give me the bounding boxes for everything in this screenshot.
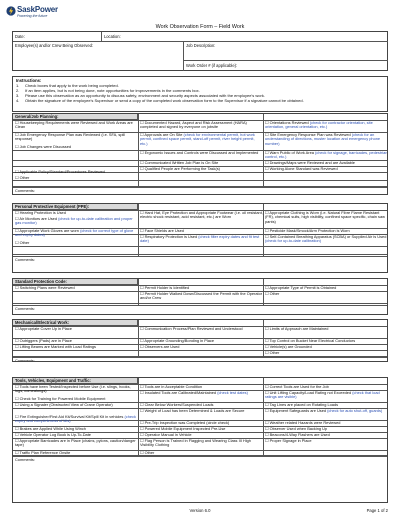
checklist-item-label: Hearing Protection is Used bbox=[19, 210, 66, 215]
checkbox[interactable]: ☐ bbox=[265, 210, 270, 215]
checkbox[interactable]: ☐ bbox=[15, 402, 20, 407]
checklist-item[interactable] bbox=[138, 235, 263, 257]
checklist-item[interactable] bbox=[263, 433, 388, 439]
checklist-item[interactable] bbox=[138, 339, 263, 345]
checklist-item-label: Permit Holder is Identified bbox=[144, 285, 190, 290]
checkbox[interactable]: ☐ bbox=[265, 344, 270, 349]
checklist-item-label: Applicable Policy/Standard/Procedures Reviewed bbox=[19, 169, 105, 174]
checklist-item[interactable] bbox=[263, 161, 388, 167]
checkbox[interactable]: ☐ bbox=[140, 326, 145, 331]
checklist-item-label: Appropriate Grounding/Bonding in Place bbox=[144, 338, 215, 343]
checkbox[interactable]: ☐ bbox=[265, 285, 270, 290]
checklist-item[interactable] bbox=[263, 391, 388, 403]
checklist-item[interactable] bbox=[13, 415, 138, 427]
checkbox[interactable]: ☐ bbox=[140, 166, 145, 171]
checklist-item-label: Fire Extinguisher/First Aid Kit/Survival Kit/Spill Kit in vehicles bbox=[19, 414, 124, 419]
checkbox[interactable]: ☐ bbox=[140, 420, 145, 425]
checklist-item[interactable] bbox=[138, 133, 263, 151]
section-general-job-planning bbox=[12, 113, 388, 195]
checklist-item[interactable] bbox=[13, 145, 138, 170]
checklist-item[interactable] bbox=[13, 339, 138, 345]
checklist-item-note: (check that load ratings are visible) bbox=[265, 390, 380, 400]
section-personal-protective-equipment-ppe bbox=[12, 203, 388, 273]
checklist-item-label: Qualified People are Performing the Task(s) bbox=[144, 166, 220, 171]
checklist-item[interactable] bbox=[263, 403, 388, 409]
checklist-item-label: Pre-Trip Inspection was Completed (circle check) bbox=[144, 420, 230, 425]
checklist-item-label: Limits of Approach are Maintained bbox=[269, 326, 329, 331]
comments-field[interactable]: Comments: bbox=[15, 457, 35, 462]
checkbox[interactable]: ☐ bbox=[265, 408, 270, 413]
checkbox[interactable]: ☐ bbox=[140, 228, 145, 233]
checkbox[interactable]: ☐ bbox=[265, 120, 270, 125]
checklist-item[interactable] bbox=[138, 451, 263, 457]
checklist-item-label: Clear Below Workers/Suspended Loads bbox=[144, 402, 214, 407]
checkbox[interactable]: ☐ bbox=[265, 166, 270, 171]
checklist-item[interactable] bbox=[138, 167, 263, 188]
checklist-item-note: (check for an understanding of directions, muster location and emergency phone number) bbox=[265, 132, 381, 147]
checkbox[interactable]: ☐ bbox=[15, 210, 20, 215]
checklist-item-note: (check for up-to-date calibration) bbox=[265, 238, 322, 244]
checklist-item[interactable] bbox=[138, 439, 263, 451]
checklist-item-label: Job Emergency Response Plan was Reviewed (i.e. SFA, spill response) bbox=[15, 132, 126, 142]
checkbox[interactable]: ☐ bbox=[140, 390, 145, 395]
checklist-item[interactable] bbox=[263, 229, 388, 235]
checkbox[interactable]: ☐ bbox=[15, 144, 20, 149]
checklist-item-label: Beacons/4-Way Flashers are Used bbox=[269, 432, 330, 437]
checkbox[interactable]: ☐ bbox=[15, 120, 20, 125]
checkbox[interactable]: ☐ bbox=[140, 120, 145, 125]
employees-observed-field[interactable]: Employee(s) and/or Crew Being Observed: bbox=[15, 43, 94, 48]
instructions-box bbox=[12, 76, 388, 112]
checklist-item-note: (check filter expiry dates and fit test date) bbox=[140, 234, 260, 244]
checklist-item-label: Brakes are Applied While Using Winch bbox=[19, 426, 86, 431]
work-order-field[interactable]: Work Order # (if applicable): bbox=[186, 63, 238, 68]
checkbox[interactable]: ☐ bbox=[15, 384, 20, 389]
checkbox[interactable]: ☐ bbox=[140, 432, 145, 437]
checklist-item[interactable] bbox=[263, 167, 388, 188]
checklist-item-label: Weather related Hazards were Reviewed bbox=[269, 420, 341, 425]
checklist-item[interactable] bbox=[13, 286, 138, 306]
checklist-item-label: Job Changes were Discussed bbox=[19, 144, 72, 149]
checklist-item-label: Insulated Tools are Calibrated/Maintained bbox=[144, 390, 217, 395]
section-heading: General/Job Planning: bbox=[13, 114, 138, 120]
checkbox[interactable]: ☐ bbox=[265, 426, 270, 431]
checklist-item-note: (check expiry and completeness of kits) bbox=[15, 414, 136, 424]
checklist-item[interactable] bbox=[138, 345, 263, 358]
checklist-item-label: Orientations Reviewed bbox=[269, 120, 309, 125]
checkbox[interactable]: ☐ bbox=[140, 285, 145, 290]
checklist-item-note: (check for correct type of glove and expiry dates) bbox=[15, 228, 134, 238]
location-field[interactable]: Location: bbox=[104, 34, 121, 39]
checkbox[interactable]: ☐ bbox=[265, 160, 270, 165]
checklist-item-label: Observer Used when Backing Up bbox=[269, 426, 328, 431]
checklist-item-label: Traffic Plan Reference Onsite bbox=[19, 450, 71, 455]
checkbox[interactable]: ☐ bbox=[15, 216, 20, 221]
checklist-item[interactable] bbox=[263, 286, 388, 292]
checklist-item-label: Communication Process/Plan Reviewed and Understood bbox=[144, 326, 243, 331]
checklist-item-label: Vehicle Operator Log Book is Up-To-Date bbox=[19, 432, 91, 437]
checkbox[interactable]: ☐ bbox=[140, 426, 145, 431]
checkbox[interactable]: ☐ bbox=[15, 438, 20, 443]
checklist-item-label: Tools are in Acceptable Condition bbox=[144, 384, 203, 389]
checkbox[interactable]: ☐ bbox=[15, 426, 20, 431]
checklist-item-label: Correct Tools are Used for the Job bbox=[269, 384, 329, 389]
checkbox[interactable]: ☐ bbox=[140, 402, 145, 407]
checkbox[interactable]: ☐ bbox=[265, 338, 270, 343]
checklist-item-note: (check for signage, barricades, pedestrian control, etc.) bbox=[265, 150, 388, 160]
checklist-item-label: Top Control on Bucket Near Electrical Conductors bbox=[269, 338, 356, 343]
checkbox[interactable]: ☐ bbox=[15, 450, 20, 455]
checkbox[interactable]: ☐ bbox=[265, 132, 270, 137]
section-mechanical-electrical-work bbox=[12, 319, 388, 362]
checkbox[interactable]: ☐ bbox=[15, 326, 20, 331]
checklist-item-note: (check for environmental permit, hot work permit, confined space permit, stand-off permit, river height permit, etc.) bbox=[140, 132, 255, 147]
checklist-item[interactable] bbox=[263, 327, 388, 339]
checklist-item-label: Appropriate Barricades are in Place (chains, pylons, caution/danger tape) bbox=[15, 438, 136, 448]
checklist-item[interactable] bbox=[138, 391, 263, 403]
checkbox[interactable]: ☐ bbox=[140, 344, 145, 349]
checkbox[interactable]: ☐ bbox=[15, 228, 20, 233]
checklist-item-label: Communicated Written Job Plan is On Site bbox=[144, 160, 219, 165]
footer-version: Version 6.0 bbox=[189, 508, 211, 513]
checkbox[interactable]: ☐ bbox=[15, 132, 20, 137]
checkbox[interactable]: ☐ bbox=[15, 344, 20, 349]
checklist-item[interactable] bbox=[138, 292, 263, 306]
checkbox[interactable]: ☐ bbox=[15, 432, 20, 437]
checklist-item-label: Other bbox=[19, 175, 30, 180]
checkbox[interactable]: ☐ bbox=[140, 338, 145, 343]
checkbox[interactable]: ☐ bbox=[140, 450, 145, 455]
checklist-item-label: Other bbox=[269, 350, 280, 355]
checkbox[interactable]: ☐ bbox=[15, 396, 20, 401]
checkbox[interactable]: ☐ bbox=[15, 285, 20, 290]
checklist-item-note: (check for auto shut-off, guards) bbox=[326, 408, 383, 413]
checklist-item[interactable] bbox=[138, 327, 263, 339]
checklist-item-label: Permit Holder Walked Down/Discussed the Permit with the Operator and/or Crew bbox=[140, 291, 263, 301]
footer-page-number: Page 1 of 2 bbox=[366, 508, 388, 513]
date-field[interactable]: Date: bbox=[15, 34, 25, 39]
section-tools-vehicles-equipment-and-traffic bbox=[12, 377, 388, 503]
checklist-item-label: Documented Hazard, Aspect and Risk Assessment (HARA) completed and signed by everyone on jobsite bbox=[140, 120, 247, 130]
checklist-item[interactable] bbox=[263, 409, 388, 421]
checklist-item[interactable] bbox=[138, 427, 263, 433]
checklist-item[interactable] bbox=[263, 235, 388, 257]
checklist-item-label: Outriggers (Pads) are in Place bbox=[19, 338, 72, 343]
checklist-item-label: Appropriate Cover Up in Place bbox=[19, 326, 72, 331]
checklist-item-label: Working Alone Standard was Reviewed bbox=[269, 166, 338, 171]
checklist-item-label: Appropriate Type of Permit is Obtained bbox=[269, 285, 337, 290]
checklist-item[interactable] bbox=[263, 211, 388, 229]
checklist-item[interactable] bbox=[263, 427, 388, 433]
checkbox[interactable]: ☐ bbox=[15, 338, 20, 343]
checkbox[interactable]: ☐ bbox=[140, 234, 145, 239]
checklist-item[interactable] bbox=[263, 292, 388, 306]
checklist-item[interactable] bbox=[138, 211, 263, 229]
checklist-item[interactable] bbox=[263, 385, 388, 391]
checklist-item[interactable] bbox=[13, 403, 138, 415]
checklist-item[interactable] bbox=[13, 385, 138, 397]
comments-field[interactable]: Comments: bbox=[15, 358, 35, 362]
checklist-item[interactable] bbox=[13, 229, 138, 241]
checklist-item[interactable] bbox=[13, 170, 138, 176]
checkbox[interactable]: ☐ bbox=[15, 240, 20, 245]
checklist-item-label: Unit Lifting Capacity/Load Rating not Exceeded bbox=[269, 390, 352, 395]
checklist-item-note: (check test dates) bbox=[216, 390, 248, 395]
checkbox[interactable]: ☐ bbox=[265, 438, 270, 443]
checkbox[interactable]: ☐ bbox=[140, 150, 145, 155]
checklist-item-label: Lifting Beams are Marked with Load Ratings bbox=[19, 344, 96, 349]
comments-field[interactable]: Comments: bbox=[15, 257, 35, 262]
checklist-item-label: Air Monitors are Used bbox=[19, 216, 57, 221]
checkbox[interactable]: ☐ bbox=[15, 414, 20, 419]
checkbox[interactable]: ☐ bbox=[265, 384, 270, 389]
checklist-item-label: Appropriate Clothing is Worn (i.e. Natural Fibre Flame Resistant (FR), chemical suits, high visibility, confined space specific, chain saw pants) bbox=[265, 210, 385, 225]
checklist-item-label: Respiratory Protection is Used bbox=[144, 234, 198, 239]
checkbox[interactable]: ☐ bbox=[265, 326, 270, 331]
checklist-item-label: Equipment Safeguards are Used bbox=[269, 408, 327, 413]
checklist-item[interactable] bbox=[138, 121, 263, 133]
checklist-item[interactable] bbox=[138, 151, 263, 161]
checklist-item[interactable] bbox=[13, 439, 138, 451]
section-heading: Mechanical/Electrical Work: bbox=[13, 320, 138, 326]
comments-field[interactable]: Comments: bbox=[15, 188, 35, 193]
checklist-item[interactable] bbox=[13, 176, 138, 188]
checklist-item-label: Switching Plans were Reviewed bbox=[19, 285, 75, 290]
checklist-item[interactable] bbox=[138, 229, 263, 235]
checklist-item[interactable] bbox=[13, 133, 138, 145]
header-fields bbox=[12, 31, 388, 71]
checklist-item[interactable] bbox=[263, 439, 388, 457]
checklist-item[interactable] bbox=[263, 421, 388, 427]
checklist-item-label: Check for Training for Powered Mobile Equipment bbox=[19, 396, 106, 401]
checkbox[interactable]: ☐ bbox=[140, 160, 145, 165]
checkbox[interactable]: ☐ bbox=[15, 175, 20, 180]
checkbox[interactable]: ☐ bbox=[265, 291, 270, 296]
checklist-item[interactable] bbox=[263, 133, 388, 151]
checkbox[interactable]: ☐ bbox=[140, 384, 145, 389]
checklist-item-label: Appropriate Work Gloves are worn bbox=[19, 228, 79, 233]
checklist-item[interactable] bbox=[13, 327, 138, 339]
instruction-item: 1. Check boxes that apply to the work being completed. bbox=[16, 83, 119, 88]
logo-tagline: Powering the future bbox=[17, 14, 48, 18]
checkbox[interactable]: ☐ bbox=[140, 291, 145, 296]
checklist-item[interactable] bbox=[263, 121, 388, 133]
checklist-item-label: Approvals are On Site bbox=[144, 132, 183, 137]
checklist-item-label: Other bbox=[19, 240, 30, 245]
section-heading: Personal Protective Equipment (PPE): bbox=[13, 204, 138, 210]
section-heading: Tools, Vehicles, Equipment and Traffic: bbox=[13, 378, 138, 384]
checklist-item-label: Proper Signage in Place bbox=[269, 438, 312, 443]
checkbox[interactable]: ☐ bbox=[140, 438, 145, 443]
checklist-item[interactable] bbox=[13, 433, 138, 439]
checklist-item-label: Other bbox=[144, 450, 155, 455]
checklist-item-note: (check for up-to-date calibration and proper gas monitor) bbox=[15, 216, 133, 226]
checklist-item[interactable] bbox=[138, 433, 263, 439]
instruction-item: 2. If an item applies, but is not being done, note opportunities for improvements in the comments box. bbox=[16, 88, 200, 94]
checkbox[interactable]: ☐ bbox=[265, 228, 270, 233]
checklist-item-label: Powered Mobile Equipment Inspected Pre-Use bbox=[144, 426, 226, 431]
checklist-item-label: Vehicle(s) are Grounded bbox=[269, 344, 312, 349]
checkbox[interactable]: ☐ bbox=[265, 350, 270, 355]
saskpower-logo bbox=[6, 5, 72, 21]
checklist-item-label: Flag Person is Trained in Flagging and Wearing Class III High Visibility Clothing bbox=[140, 438, 251, 448]
checklist-item[interactable] bbox=[13, 451, 138, 457]
checklist-item-label: Ergonomic Issues and Controls were Discussed and Implemented bbox=[144, 150, 259, 155]
checklist-item-label: Housekeeping Requirements were Reviewed and Work Areas are Clean bbox=[15, 120, 133, 130]
instruction-item: 4. Obtain the signature of the employee's Supervisor or send a copy of the completed work observation form to the Supervisor if a signature cannot be obtained. bbox=[16, 98, 304, 104]
logo-name: SaskPower bbox=[17, 5, 58, 14]
checklist-item[interactable] bbox=[13, 397, 138, 403]
checklist-item-label: Using a Signaler (Obstructed View of Crane Operator) bbox=[19, 402, 113, 407]
checklist-item-label: Face Shields are Used bbox=[144, 228, 184, 233]
checkbox[interactable]: ☐ bbox=[140, 210, 145, 215]
checklist-item[interactable] bbox=[138, 403, 263, 409]
checklist-item-label: Self-Contained Breathing Apparatus (SCBA) or Supplied Air is Used bbox=[269, 234, 387, 239]
checklist-item-label: Operator Manual in Vehicle bbox=[144, 432, 192, 437]
checklist-item[interactable] bbox=[263, 351, 388, 358]
checklist-item[interactable] bbox=[263, 339, 388, 345]
checklist-item[interactable] bbox=[13, 121, 138, 133]
saskpower-logo-mark bbox=[6, 6, 16, 16]
checklist-item[interactable] bbox=[138, 385, 263, 391]
checklist-item[interactable] bbox=[13, 241, 138, 257]
section-standard-protection-code bbox=[12, 278, 388, 315]
instructions-title: Instructions: bbox=[16, 78, 42, 83]
checkbox[interactable]: ☐ bbox=[140, 408, 145, 413]
checkbox[interactable]: ☐ bbox=[265, 402, 270, 407]
checklist-item-label: Weight of Load has been Determined & Loads are Secure bbox=[144, 408, 245, 413]
checklist-item-label: Site Emergency Response Plan was Reviewed bbox=[269, 132, 351, 137]
checklist-item[interactable] bbox=[138, 286, 263, 292]
checklist-item-label: Pesticide Mask/Smock/Arm Protection is Worn bbox=[269, 228, 350, 233]
checklist-item[interactable] bbox=[263, 151, 388, 161]
checklist-item[interactable] bbox=[138, 161, 263, 167]
checklist-item-label: Hard Hat, Eye Protection and Appropriate Footwear (i.e. oil resistant, electric shock resistant, acid resistant, etc.) are Worn bbox=[140, 210, 263, 220]
checklist-item[interactable] bbox=[13, 211, 138, 217]
instruction-item: 3. Please use this observation as an opportunity to discuss safety, environment and security aspects associated with the employee's work. bbox=[16, 93, 265, 99]
checklist-item-label: Drawings/Maps were Reviewed and are Available bbox=[269, 160, 355, 165]
checkbox[interactable]: ☐ bbox=[265, 432, 270, 437]
checklist-item[interactable] bbox=[138, 421, 263, 427]
checklist-item[interactable] bbox=[13, 427, 138, 433]
checkbox[interactable]: ☐ bbox=[15, 169, 20, 174]
checkbox[interactable]: ☐ bbox=[265, 234, 270, 239]
checklist-item[interactable] bbox=[13, 217, 138, 229]
section-heading: Standard Protection Code: bbox=[13, 279, 138, 285]
checklist-item-label: Tag Lines are placed on Rotating Loads bbox=[269, 402, 339, 407]
form-title: Work Observation Form – Field Work bbox=[155, 24, 245, 30]
comments-field[interactable]: Comments: bbox=[15, 306, 35, 311]
checklist-item-note: (check for contractor orientation, site orientation, general orientation, etc.) bbox=[265, 120, 373, 130]
checkbox[interactable]: ☐ bbox=[265, 150, 270, 155]
checkbox[interactable]: ☐ bbox=[140, 132, 145, 137]
checkbox[interactable]: ☐ bbox=[265, 390, 270, 395]
checkbox[interactable]: ☐ bbox=[265, 420, 270, 425]
checklist-item-label: Tools have been Tested/Inspected before Use (i.e. slings, hooks, lugs, comealongs) bbox=[15, 384, 131, 394]
checklist-item[interactable] bbox=[13, 345, 138, 351]
checklist-item-label: Other bbox=[269, 291, 280, 296]
checklist-item[interactable] bbox=[263, 345, 388, 351]
checklist-item[interactable] bbox=[138, 409, 263, 421]
checklist-item-label: Observers are Used bbox=[144, 344, 180, 349]
checklist-item-label: Warn Public of Work Area bbox=[269, 150, 314, 155]
job-description-field[interactable]: Job Description: bbox=[186, 43, 216, 48]
